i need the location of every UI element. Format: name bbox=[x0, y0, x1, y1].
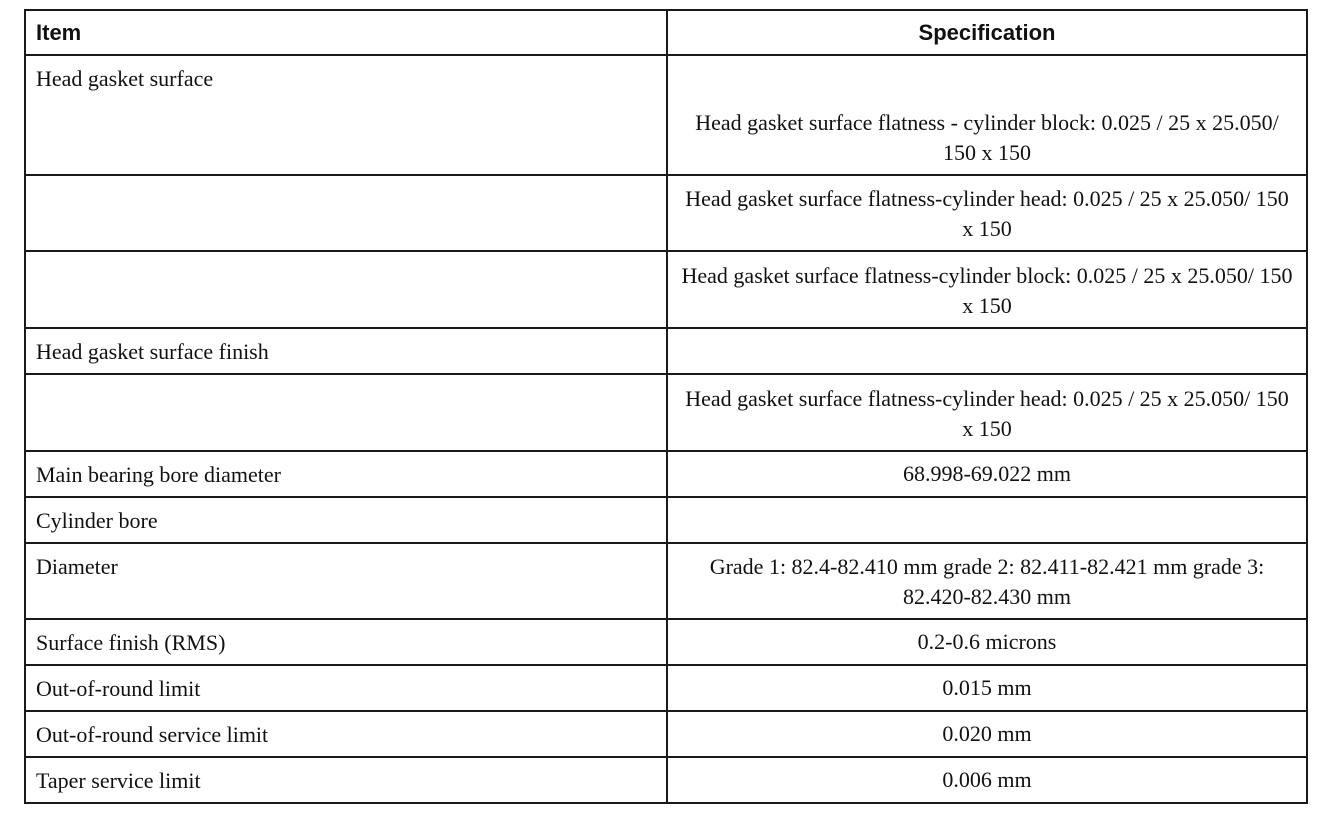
item-cell: Cylinder bore bbox=[25, 497, 667, 543]
table-row bbox=[25, 175, 1307, 251]
spec-cell bbox=[667, 328, 1307, 374]
item-cell: Diameter bbox=[25, 543, 667, 619]
table-row bbox=[25, 251, 1307, 328]
table-row bbox=[25, 711, 1307, 757]
specification-table bbox=[24, 9, 1308, 804]
item-cell: Main bearing bore diameter bbox=[25, 451, 667, 497]
table-row bbox=[25, 665, 1307, 711]
item-cell bbox=[25, 251, 667, 328]
spec-cell: Head gasket surface flatness-cylinder head: 0.025 / 25 x 25.050/ 150 x 150 bbox=[667, 175, 1307, 251]
item-cell bbox=[25, 175, 667, 251]
item-cell: Out-of-round service limit bbox=[25, 711, 667, 757]
item-cell: Taper service limit bbox=[25, 757, 667, 803]
spec-cell: 0.006 mm bbox=[667, 757, 1307, 803]
item-cell: Surface finish (RMS) bbox=[25, 619, 667, 665]
spec-cell: 0.015 mm bbox=[667, 665, 1307, 711]
item-cell: Head gasket surface bbox=[25, 55, 667, 175]
header-row bbox=[25, 10, 1307, 55]
item-cell: Head gasket surface finish bbox=[25, 328, 667, 374]
table-row bbox=[25, 619, 1307, 665]
spec-cell: 68.998-69.022 mm bbox=[667, 451, 1307, 497]
table-row bbox=[25, 497, 1307, 543]
item-cell bbox=[25, 374, 667, 451]
spec-cell: Head gasket surface flatness-cylinder head: 0.025 / 25 x 25.050/ 150 x 150 bbox=[667, 374, 1307, 451]
table-row bbox=[25, 757, 1307, 803]
spec-cell bbox=[667, 497, 1307, 543]
item-cell: Out-of-round limit bbox=[25, 665, 667, 711]
spec-cell: Grade 1: 82.4-82.410 mm grade 2: 82.411-82.421 mm grade 3: 82.420-82.430 mm bbox=[667, 543, 1307, 619]
spec-cell: Head gasket surface flatness-cylinder block: 0.025 / 25 x 25.050/ 150 x 150 bbox=[667, 251, 1307, 328]
table-row bbox=[25, 328, 1307, 374]
table-row bbox=[25, 55, 1307, 175]
header-item: Item bbox=[25, 10, 667, 55]
table-row bbox=[25, 451, 1307, 497]
table-row bbox=[25, 374, 1307, 451]
spec-cell: 0.020 mm bbox=[667, 711, 1307, 757]
table-row bbox=[25, 543, 1307, 619]
spec-cell: 0.2-0.6 microns bbox=[667, 619, 1307, 665]
spec-cell: Head gasket surface flatness - cylinder block: 0.025 / 25 x 25.050/ 150 x 150 bbox=[667, 55, 1307, 175]
header-specification: Specification bbox=[667, 10, 1307, 55]
